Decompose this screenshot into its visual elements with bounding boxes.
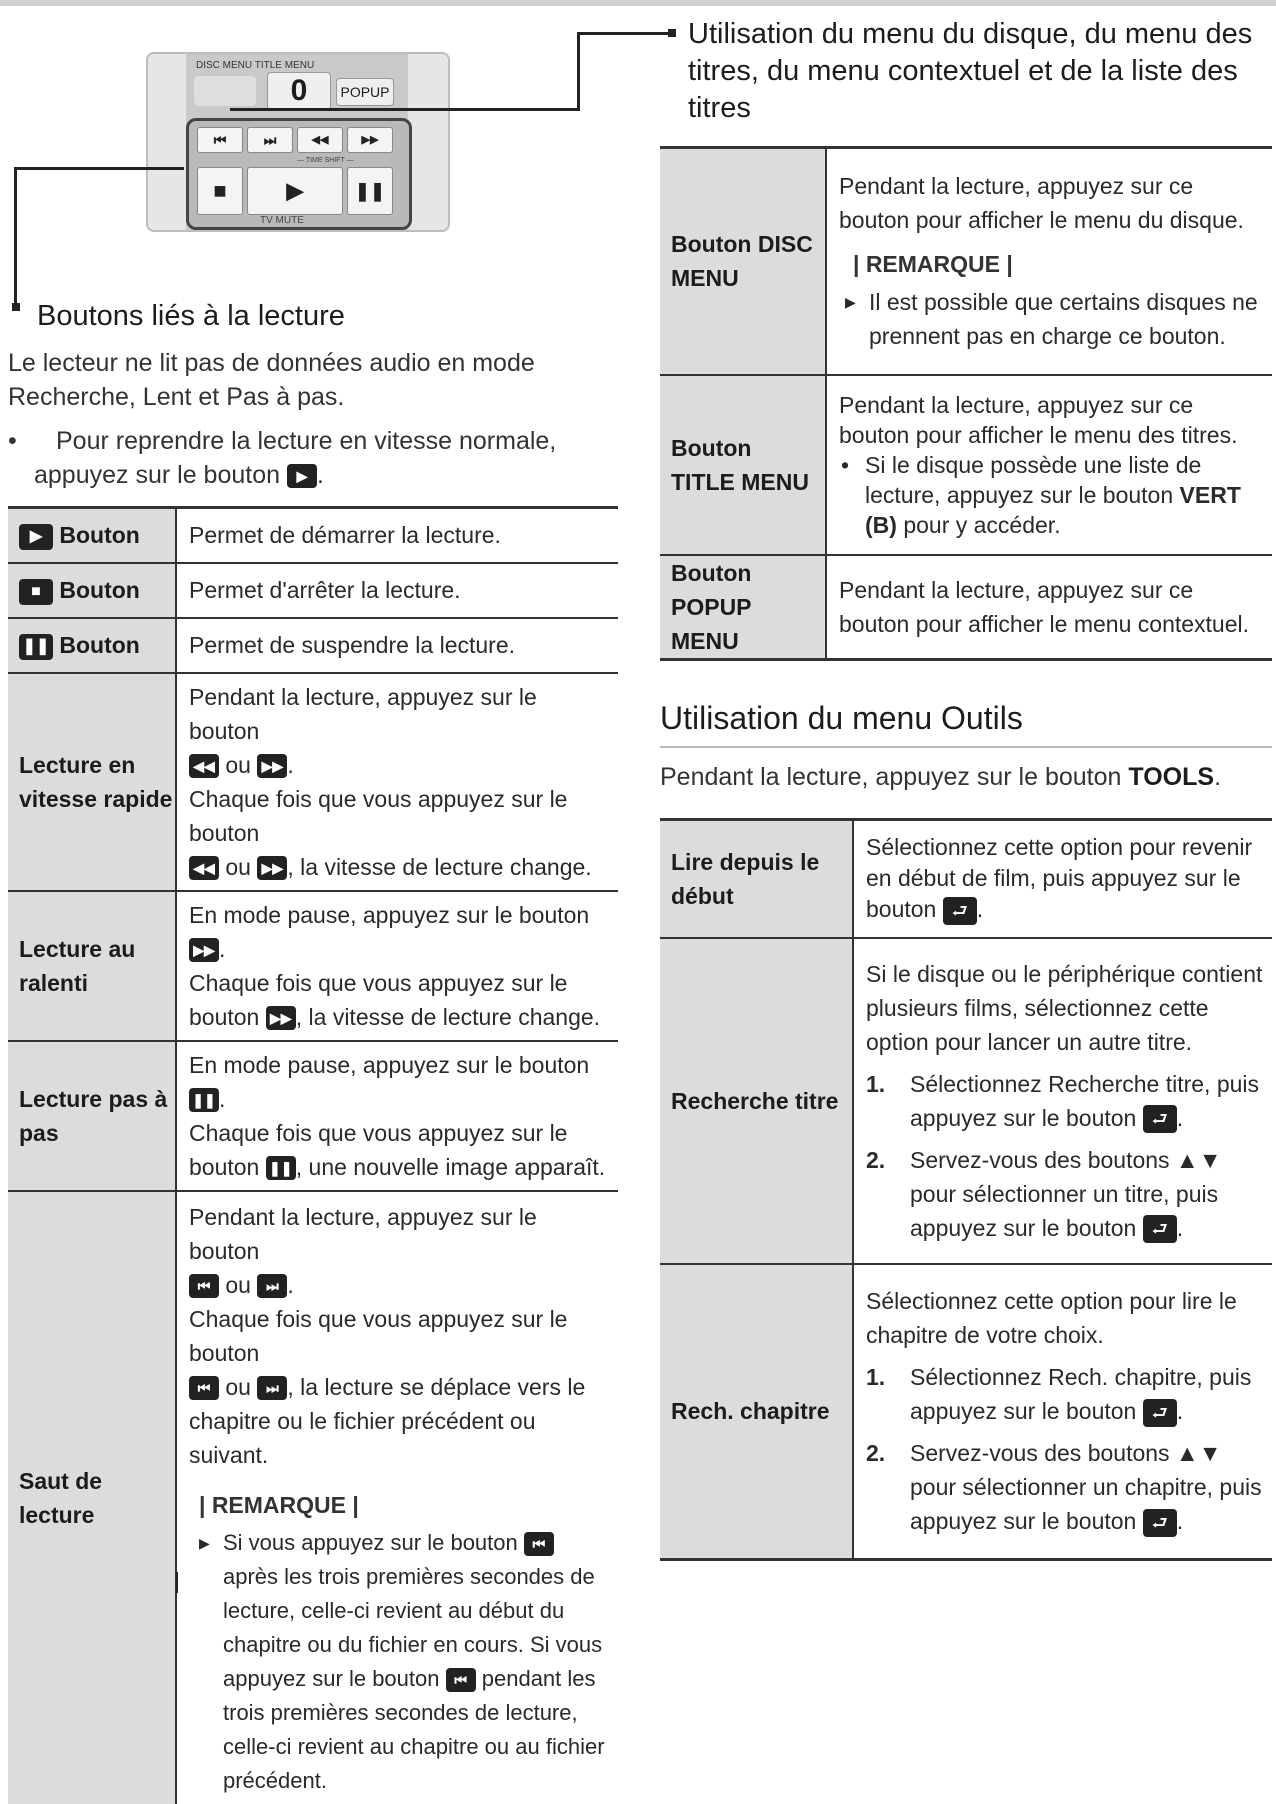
row-label: Bouton DISC MENU	[660, 148, 826, 375]
bullet-icon: •	[841, 451, 850, 478]
remote-illustration	[146, 52, 450, 232]
callout-line-left-h	[14, 167, 184, 170]
resume-bullet	[8, 424, 618, 492]
row-text: Permet de démarrer la lecture.	[176, 508, 618, 563]
callout-line-right-h	[230, 108, 580, 111]
row-label	[8, 618, 176, 673]
row-label: Lire depuis le début	[660, 820, 853, 938]
tools-heading: Utilisation du menu Outils	[660, 700, 1023, 736]
previous-icon: ⏮	[189, 1376, 219, 1400]
step-line1: En mode pause, appuyez sur le bouton	[189, 1051, 590, 1078]
slow-end: .	[219, 935, 226, 962]
slow-line3: bouton	[189, 1003, 260, 1030]
restart-text: Sélectionnez cette option pour revenir en début de film, puis appuyez sur le bouton	[866, 834, 1253, 923]
tools-end: .	[1214, 763, 1222, 791]
playback-intro: Le lecteur ne lit pas de données audio en mode Recherche, Lent et Pas à pas.	[8, 349, 535, 411]
pause-icon: ❚❚	[19, 634, 53, 660]
skip-end: .	[287, 1271, 294, 1298]
table-row	[8, 563, 618, 618]
step-end: .	[1176, 1508, 1184, 1535]
previous-icon: ⏮	[446, 1668, 476, 1692]
title-bullet-bold: VERT (B)	[865, 481, 1241, 538]
fast-forward-icon: ▶▶	[266, 1006, 296, 1030]
callout-marker-left	[12, 303, 20, 311]
row-label: Bouton TITLE MENU	[660, 375, 826, 555]
remote-play-icon: ▶	[247, 167, 343, 215]
title-search-step1-text: Sélectionnez Recherche titre, puis appuyez sur le bouton	[910, 1070, 1260, 1131]
title-bullet	[839, 450, 1264, 540]
enter-icon: ⮐	[1143, 1399, 1177, 1427]
fast-line3: Chaque fois que vous appuyez sur le bouton	[189, 785, 568, 846]
row-label	[8, 563, 176, 618]
tools-heading-rule	[660, 746, 1272, 748]
title-search-step2-text: Servez-vous des boutons ▲▼ pour sélectionner un titre, puis appuyez sur le bouton	[910, 1146, 1222, 1241]
remote-pause-icon: ❚❚	[347, 167, 393, 215]
row-text	[826, 375, 1272, 555]
play-icon: ▶	[287, 464, 317, 488]
remote-disc-menu-key	[194, 76, 256, 106]
enter-icon: ⮐	[1143, 1509, 1177, 1537]
restart-end: .	[976, 896, 984, 923]
enter-icon: ⮐	[943, 897, 977, 925]
remote-stop-icon: ■	[197, 167, 243, 215]
table-row	[660, 555, 1272, 660]
chapter-search-step1-text: Sélectionnez Rech. chapitre, puis appuyez sur le bouton	[910, 1364, 1252, 1425]
fast-ou: ou	[225, 751, 251, 778]
row-text	[853, 1264, 1272, 1560]
table-row	[660, 1264, 1272, 1560]
step-line3-end: , une nouvelle image apparaît.	[295, 1153, 606, 1180]
chapter-search-step-2	[866, 1436, 1264, 1538]
row-label-text: Bouton	[59, 577, 140, 603]
row-text: Pendant la lecture, appuyez sur ce bouton pour afficher le menu contextuel.	[826, 555, 1272, 660]
enter-icon: ⮐	[1143, 1215, 1177, 1243]
remote-zero-key: 0	[267, 72, 331, 110]
remote-playback-panel	[186, 118, 412, 230]
row-text: Permet d'arrêter la lecture.	[176, 563, 618, 618]
menu-buttons-table	[660, 146, 1272, 661]
row-label: Lecture pas à pas	[8, 1041, 176, 1191]
remote-prev-icon: ⏮	[197, 127, 243, 153]
table-row	[8, 508, 618, 563]
title-bullet-b: pour y accéder.	[903, 511, 1061, 538]
title-search-step-1	[866, 1067, 1264, 1135]
row-text: Permet de suspendre la lecture.	[176, 618, 618, 673]
skip-note-c: pendant les trois premières secondes de lecture, celle-ci revient au chapitre ou au fichier précédent.	[223, 1665, 605, 1793]
row-label-text: Bouton	[59, 522, 140, 549]
title-search-text: Si le disque ou le périphérique contient plusieurs films, sélectionnez cette option pour lancer un autre titre.	[866, 960, 1263, 1055]
rewind-icon: ◀◀	[189, 754, 219, 778]
fast-line4: , la vitesse de lecture change.	[287, 853, 592, 880]
table-row	[8, 1041, 618, 1191]
step-number: 2.	[866, 1440, 886, 1467]
step-number: 1.	[866, 1070, 886, 1097]
step-line2: Chaque fois que vous appuyez sur le	[189, 1119, 568, 1146]
remote-menu-label: DISC MENU TITLE MENU	[196, 60, 315, 71]
skip-ou: ou	[225, 1271, 251, 1298]
step-number: 2.	[866, 1146, 886, 1173]
chapter-search-text: Sélectionnez cette option pour lire le chapitre de votre choix.	[866, 1288, 1237, 1349]
triangle-bullet-icon: ▶	[199, 1534, 210, 1551]
table-row	[8, 618, 618, 673]
row-label-text: Bouton	[59, 632, 140, 658]
remote-rewind-icon: ◀◀	[297, 127, 343, 153]
playback-buttons-heading: Boutons liés à la lecture	[37, 300, 345, 332]
remote-popup-key: POPUP	[336, 78, 394, 106]
row-text	[176, 673, 618, 891]
tools-bold: TOOLS	[1128, 763, 1215, 791]
slow-line1: En mode pause, appuyez sur le bouton	[189, 901, 590, 928]
remote-next-icon: ⏭	[247, 127, 293, 153]
bullet-icon: •	[8, 427, 17, 455]
table-row	[8, 1191, 618, 1804]
callout-line-right-v	[577, 32, 580, 111]
pause-icon: ❚❚	[266, 1156, 296, 1180]
slow-line2: Chaque fois que vous appuyez sur le	[189, 969, 568, 996]
step-end: .	[1176, 1214, 1184, 1241]
top-rule	[0, 0, 1276, 6]
row-label	[8, 508, 176, 563]
title-text: Pendant la lecture, appuyez sur ce bouton pour afficher le menu des titres.	[839, 391, 1238, 448]
table-row	[8, 891, 618, 1041]
row-label: Rech. chapitre	[660, 1264, 853, 1560]
resume-bullet-text: Pour reprendre la lecture en vitesse normale, appuyez sur le bouton	[34, 427, 557, 489]
disc-menu-heading: Utilisation du menu du disque, du menu des titres, du menu contextuel et de la liste des titres	[688, 18, 1253, 124]
callout-line-right-top	[577, 32, 672, 35]
resume-bullet-end: .	[316, 461, 324, 489]
row-label: Recherche titre	[660, 938, 853, 1264]
fast-line1: Pendant la lecture, appuyez sur le bouton	[189, 683, 537, 744]
skip-note-a: Si vous appuyez sur le bouton	[223, 1529, 518, 1555]
remote-fast-forward-icon: ▶▶	[347, 127, 393, 153]
triangle-bullet-icon: ▶	[845, 294, 856, 311]
table-row	[660, 820, 1272, 938]
row-label: Saut de lecture	[8, 1191, 176, 1804]
title-search-step-2	[866, 1143, 1264, 1245]
chapter-search-step2-text: Servez-vous des boutons ▲▼ pour sélectionner un chapitre, puis appuyez sur le bouton	[910, 1440, 1262, 1535]
skip-line3: Chaque fois que vous appuyez sur le bouton	[189, 1305, 568, 1366]
rewind-icon: ◀◀	[189, 856, 219, 880]
stop-icon: ■	[19, 579, 53, 605]
row-text	[826, 148, 1272, 375]
remote-tv-mute-label: TV MUTE	[260, 215, 304, 226]
row-text	[176, 1191, 618, 1804]
disc-note	[839, 285, 1264, 353]
title-bullet-a: Si le disque possède une liste de lecture, appuyez sur le bouton	[865, 451, 1202, 508]
skip-line4: , la lecture se déplace vers le chapitre ou le fichier précédent ou suivant.	[189, 1373, 586, 1468]
row-text	[853, 820, 1272, 938]
callout-marker-right	[668, 29, 676, 37]
table-row	[8, 673, 618, 891]
note-heading: | REMARQUE |	[199, 1491, 359, 1518]
fast-forward-icon: ▶▶	[189, 938, 219, 962]
skip-line1: Pendant la lecture, appuyez sur le bouton	[189, 1203, 537, 1264]
previous-icon: ⏮	[189, 1274, 219, 1298]
step-number: 1.	[866, 1364, 886, 1391]
fast-end: .	[287, 751, 294, 778]
next-icon: ⏭	[257, 1376, 287, 1400]
disc-text: Pendant la lecture, appuyez sur ce bouton pour afficher le menu du disque.	[839, 173, 1244, 234]
row-label: Lecture au ralenti	[8, 891, 176, 1041]
table-divider-continuation	[176, 1572, 178, 1593]
step-line3: bouton	[189, 1153, 260, 1180]
skip-note	[193, 1526, 610, 1798]
previous-icon: ⏮	[524, 1532, 554, 1556]
pause-icon: ❚❚	[189, 1088, 219, 1112]
table-row	[660, 148, 1272, 375]
skip-note-b: après les trois premières secondes de lecture, celle-ci revient au début du chapitre ou du fichier en cours. Si vous appuyez sur le bouton	[223, 1563, 603, 1691]
tools-intro-text: Pendant la lecture, appuyez sur le bouton	[660, 763, 1122, 791]
row-text	[176, 891, 618, 1041]
enter-icon: ⮐	[1143, 1105, 1177, 1133]
tools-intro	[660, 760, 1272, 794]
disc-note-text: Il est possible que certains disques ne prennent pas en charge ce bouton.	[869, 289, 1258, 350]
row-text	[853, 938, 1272, 1264]
row-label: Lecture en vitesse rapide	[8, 673, 176, 891]
fast-ou: ou	[225, 853, 251, 880]
step-end: .	[1176, 1104, 1184, 1131]
table-row	[660, 375, 1272, 555]
row-text	[176, 1041, 618, 1191]
playback-buttons-table	[8, 506, 618, 1804]
row-label: Bouton POPUP MENU	[660, 555, 826, 660]
table-row	[660, 938, 1272, 1264]
fast-forward-icon: ▶▶	[257, 754, 287, 778]
callout-line-left-v	[14, 167, 17, 307]
next-icon: ⏭	[257, 1274, 287, 1298]
chapter-search-step-1	[866, 1360, 1264, 1428]
step-end: .	[1176, 1398, 1184, 1425]
fast-forward-icon: ▶▶	[257, 856, 287, 880]
step-end: .	[219, 1085, 226, 1112]
remote-time-shift-label: — TIME SHIFT —	[297, 157, 354, 164]
tools-table	[660, 818, 1272, 1561]
skip-ou: ou	[225, 1373, 251, 1400]
slow-line3-end: , la vitesse de lecture change.	[295, 1003, 601, 1030]
note-heading: | REMARQUE |	[853, 251, 1013, 278]
play-icon: ▶	[19, 524, 53, 550]
